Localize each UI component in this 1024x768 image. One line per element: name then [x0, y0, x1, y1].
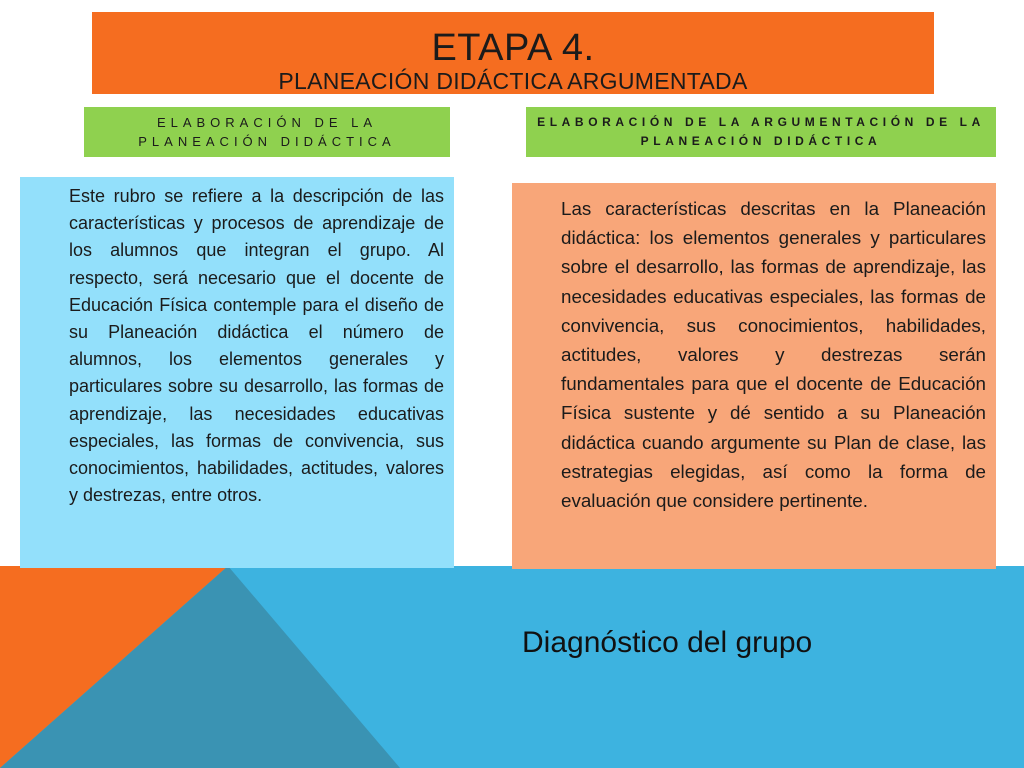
diagnosis-label: Diagnóstico del grupo: [522, 626, 813, 659]
title-banner: [92, 12, 934, 94]
page-subtitle: PLANEACIÓN DIDÁCTICA ARGUMENTADA: [278, 68, 748, 94]
right-text-box: [512, 183, 996, 569]
left-text-box: [20, 177, 454, 568]
left-section-heading: ELABORACIÓN DE LA PLANEACIÓN DIDÁCTICA: [84, 107, 450, 157]
right-section-heading: ELABORACIÓN DE LA ARGUMENTACIÓN DE LA PLANEACIÓN DIDÁCTICA: [526, 107, 996, 157]
page-title: ETAPA 4.: [431, 27, 595, 69]
left-body-text: Este rubro se refiere a la descripción de las características y procesos de aprendizaje de los alumnos que integran el grupo. Al respecto, será necesario que el docente de Educación Física contemple para el diseño de su Planeación didáctica el número de alumnos, los elementos generales y particulares sobre su desarrollo, las formas de aprendizaje, las necesidades educativas especiales, las formas de convivencia, sus conocimientos, habilidades, actitudes, valores y destrezas, entre otros.: [69, 186, 444, 506]
right-body-text: Las características descritas en la Planeación didáctica: los elementos generales y particulares sobre el desarrollo, las formas de aprendizaje, las necesidades educativas especiales, las formas de convivencia, sus conocimientos, habilidades, actitudes, valores y destrezas serán fundamentales para que el docente de Educación Física sustente y dé sentido a su Planeación didáctica cuando argumente su Plan de clase, las estrategias elegidas, así como la forma de evaluación que considere pertinente.: [561, 198, 986, 512]
